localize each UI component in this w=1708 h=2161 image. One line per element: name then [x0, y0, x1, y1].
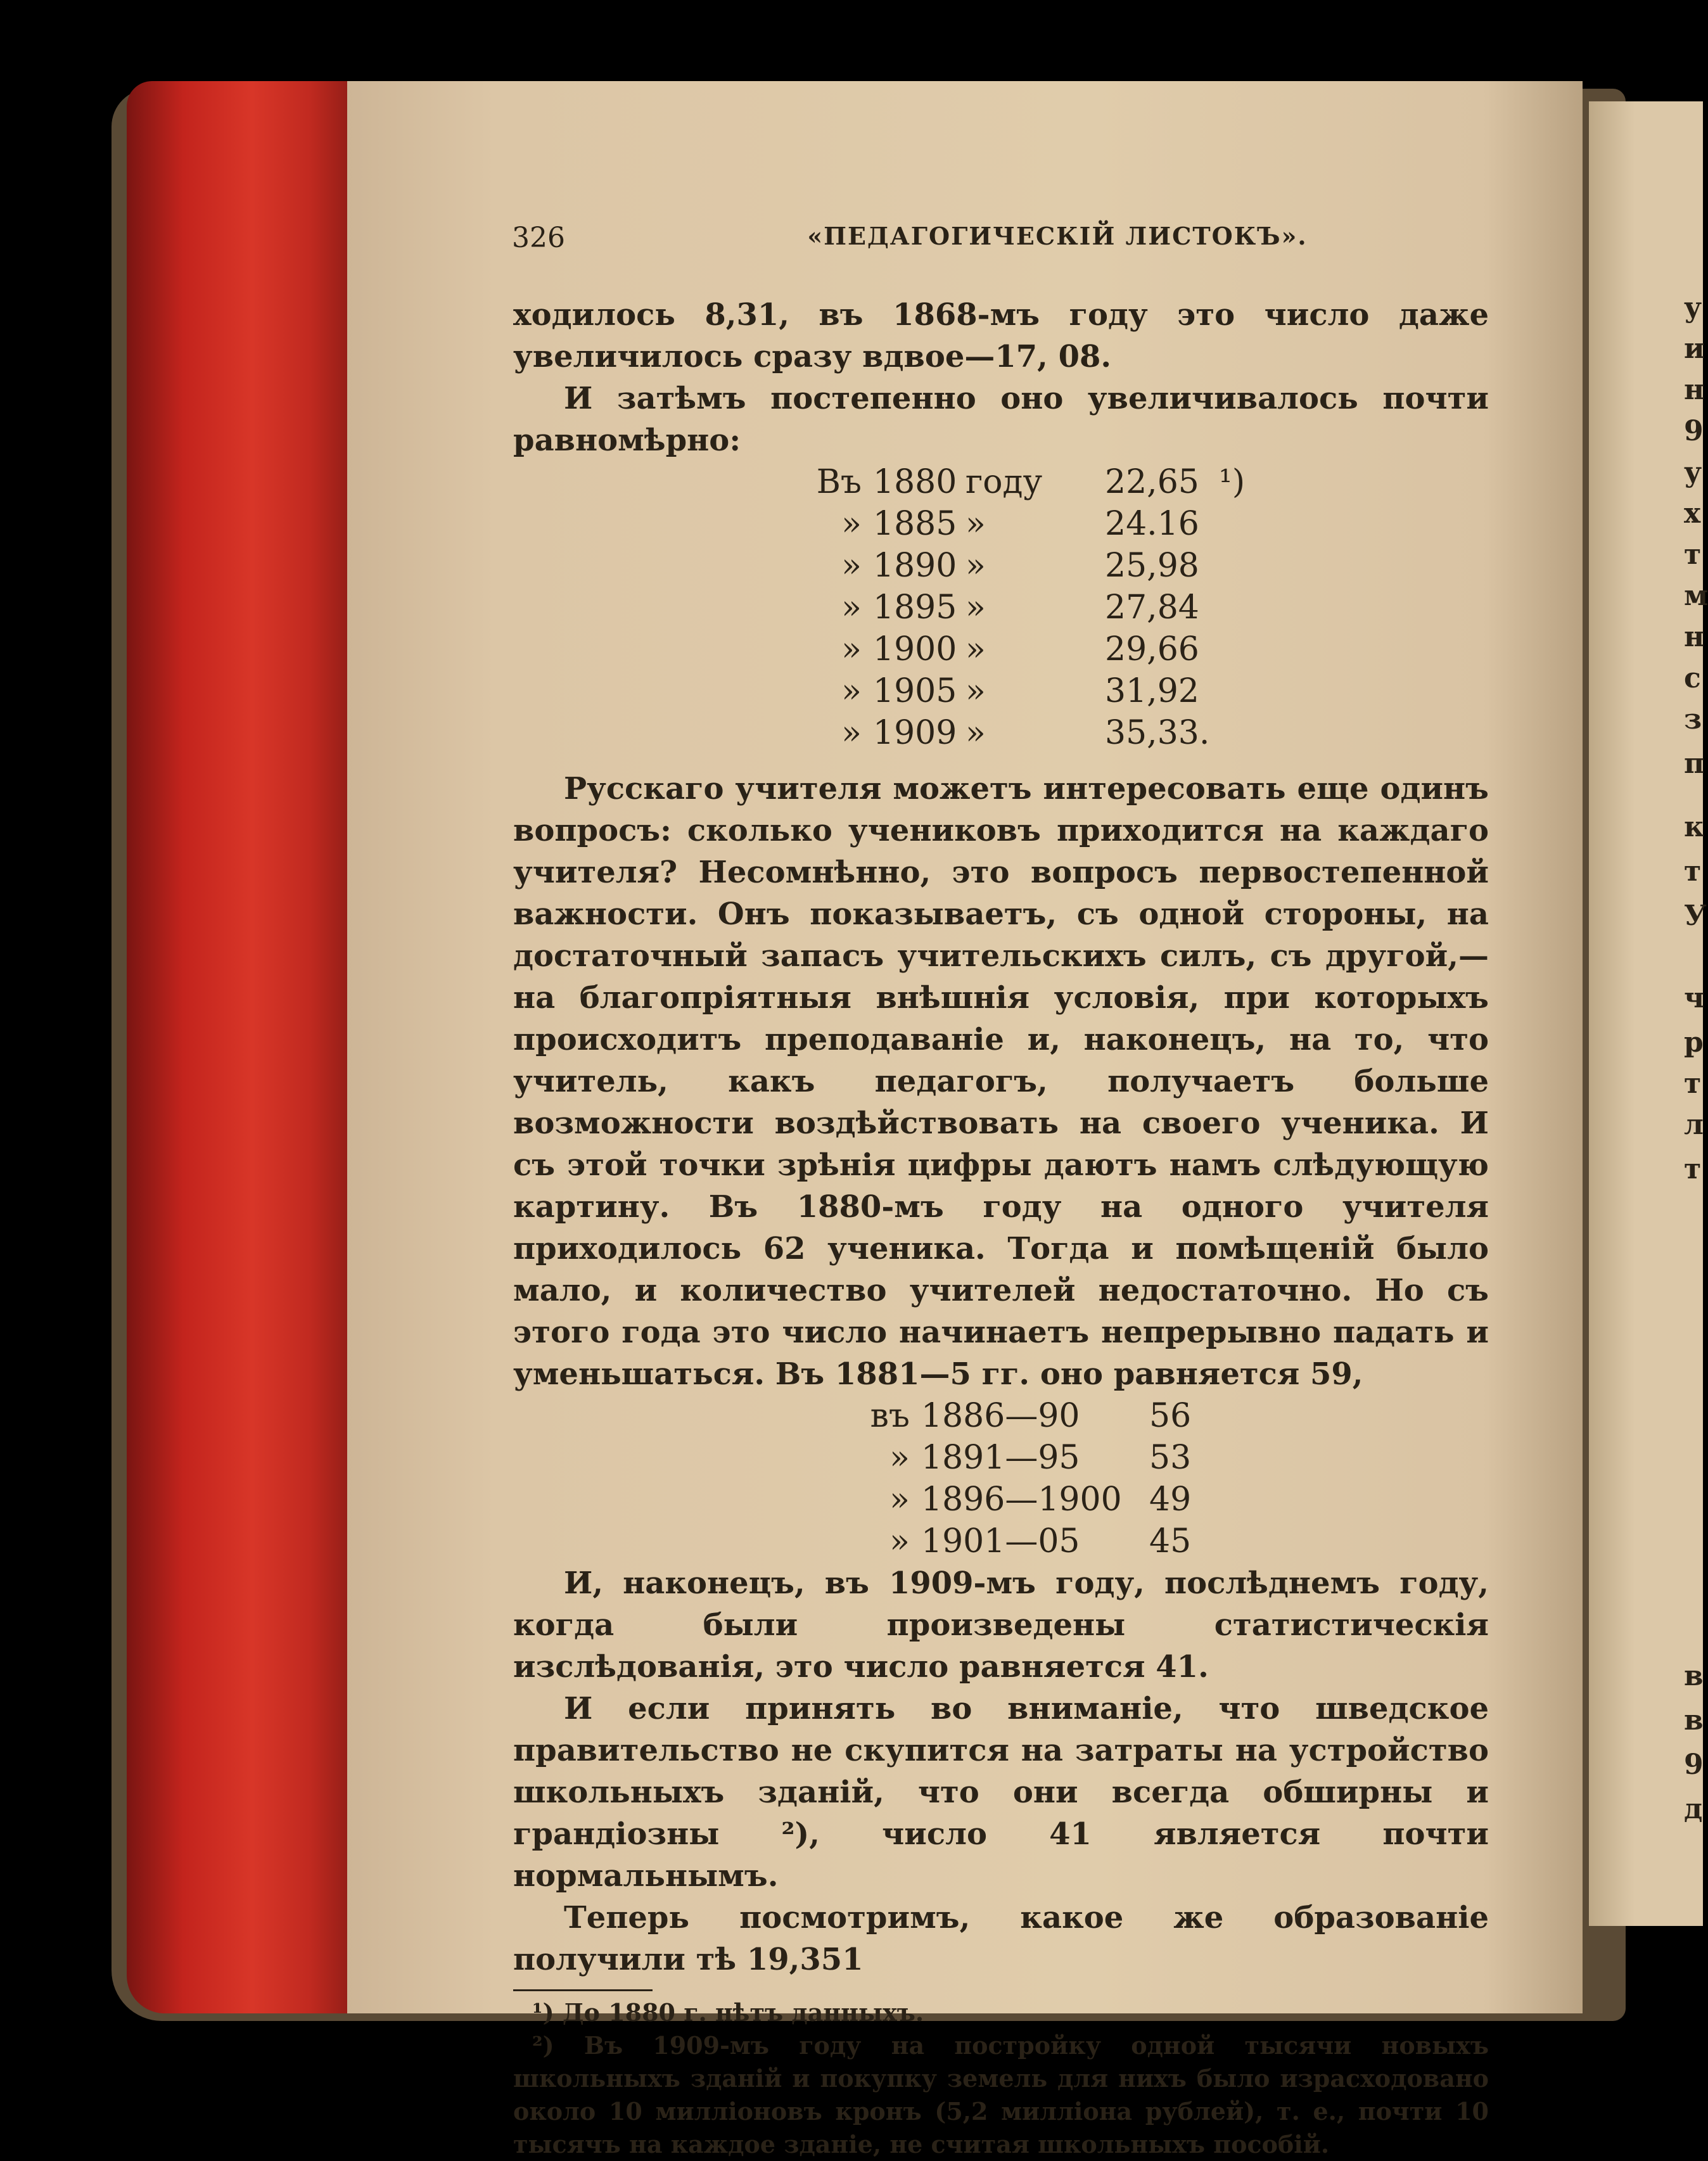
- table-cell-unit: »: [966, 505, 986, 543]
- table-cell-prefix: »: [889, 1439, 910, 1477]
- next-page-letter: т: [1684, 1068, 1702, 1100]
- table-cell-period: 1901—05: [921, 1522, 1080, 1560]
- table-cell-year: 1909: [873, 714, 957, 752]
- table-row: [805, 712, 1245, 754]
- table-cell-note: [1219, 712, 1245, 754]
- table-cell-value: 22,65: [1105, 463, 1199, 501]
- table-row: [805, 628, 1245, 670]
- next-page-letter: к: [1684, 811, 1704, 843]
- next-page-letter: з: [1684, 703, 1702, 736]
- next-page-letter: и: [1684, 333, 1705, 365]
- table-cell-unit: »: [966, 630, 986, 668]
- table-cell-note: ¹): [1219, 463, 1246, 501]
- table-cell-prefix: »: [889, 1481, 910, 1519]
- next-page-letter: т: [1684, 1153, 1702, 1185]
- table-row: [859, 1479, 1191, 1520]
- table-cell-unit: »: [966, 547, 986, 585]
- ratio-table-years: [805, 461, 1245, 754]
- page-edges: [127, 81, 355, 2013]
- next-page-letter: н: [1684, 374, 1705, 406]
- table-cell-year: 1890: [873, 547, 957, 585]
- table-row: [859, 1437, 1191, 1479]
- table-cell-unit: »: [966, 672, 986, 710]
- paragraph: Теперь посмотримъ, какое же образованіе получили тѣ 19,351: [513, 1900, 1489, 1977]
- footnotes: [513, 1996, 1489, 2161]
- table-cell-note: [1219, 503, 1245, 545]
- page-header: [512, 222, 1527, 260]
- next-page-letter: н: [1684, 621, 1705, 653]
- next-page-letter: ч: [1684, 982, 1705, 1014]
- paragraph: И если принять во вниманіе, что шведское правительство не скупится на затраты на устройство школьныхъ зданій, что они всегда обширны и грандіозны ²), число 41 является почти нормальнымъ.: [513, 1691, 1489, 1894]
- next-page-letter: р: [1684, 1026, 1704, 1059]
- next-page-letter: с: [1684, 662, 1701, 694]
- table-cell-prefix: »: [841, 589, 862, 627]
- next-page-letter: у: [1684, 291, 1702, 324]
- table-cell-value: 31,92: [1105, 672, 1199, 710]
- table-row: [859, 1395, 1191, 1437]
- footnote-2: ²) Въ 1909-мъ году на постройку одной тысячи новыхъ школьныхъ зданій и покупку земель для нихъ было израсходовано около 10 милліоновъ кронъ (5,2 милліона рублей), т. е., почти 10 тысячъ на каждое зданіе, не считая школьныхъ пособій.: [513, 2031, 1489, 2158]
- next-page-letter: У: [1684, 900, 1707, 932]
- table-cell-value: 56: [1149, 1397, 1192, 1435]
- table-cell-value: 45: [1149, 1522, 1192, 1560]
- paragraph: ходилось 8,31, въ 1868-мъ году это число даже увеличилось сразу вдвое—17, 08.: [513, 297, 1489, 374]
- footnote-separator: [513, 1989, 653, 1991]
- table-row: [805, 461, 1245, 503]
- table-row: [805, 545, 1245, 587]
- students-per-teacher-table: [859, 1395, 1191, 1562]
- page-number: 326: [512, 222, 565, 254]
- next-page-letter: т: [1684, 855, 1702, 888]
- table-cell-prefix: »: [841, 505, 862, 543]
- table-cell-prefix: »: [889, 1522, 910, 1560]
- paragraph: И затѣмъ постепенно оно увеличивалось почти равномѣрно:: [513, 381, 1489, 458]
- table-cell-period: 1891—95: [921, 1439, 1080, 1477]
- table-cell-period: 1886—90: [921, 1397, 1080, 1435]
- table-cell-year: 1900: [873, 630, 957, 668]
- table-cell-year: 1905: [873, 672, 957, 710]
- table-cell-note: [1219, 587, 1245, 628]
- paragraph: И, наконецъ, въ 1909-мъ году, послѣднемъ году, когда были произведены статистическія изслѣдованія, это число равняется 41.: [513, 1565, 1489, 1685]
- table-cell-unit: »: [966, 714, 986, 752]
- table-cell-value: 25,98: [1105, 547, 1199, 585]
- table-row: [805, 587, 1245, 628]
- table-cell-value: 29,66: [1105, 630, 1199, 668]
- table-cell-note: [1219, 628, 1245, 670]
- next-page-fragment: [1589, 101, 1708, 1926]
- table-cell-prefix: »: [841, 547, 862, 585]
- table-cell-note: [1219, 545, 1245, 587]
- table-cell-period: 1896—1900: [921, 1481, 1122, 1519]
- table-cell-prefix: »: [841, 672, 862, 710]
- table-cell-year: 1895: [873, 589, 957, 627]
- table-cell-value: 24.16: [1105, 505, 1199, 543]
- next-page-letter: 9: [1684, 415, 1704, 447]
- table-cell-unit: »: [966, 589, 986, 627]
- table-row: [805, 503, 1245, 545]
- table-row: [805, 670, 1245, 712]
- next-page-letter: 9: [1684, 1749, 1704, 1781]
- running-title: «ПЕДАГОГИЧЕСКІЙ ЛИСТОКЪ».: [807, 222, 1308, 250]
- table-cell-year: 1885: [873, 505, 957, 543]
- table-cell-year: 1880: [873, 463, 957, 501]
- table-cell-value: 49: [1149, 1481, 1192, 1519]
- table-row: [859, 1520, 1191, 1562]
- next-page-letter: в: [1684, 1704, 1704, 1737]
- table-cell-prefix: Въ: [816, 463, 862, 501]
- next-page-letter: у: [1684, 456, 1702, 488]
- table-cell-prefix: »: [841, 630, 862, 668]
- paragraph: Русскаго учителя можетъ интересовать еще одинъ вопросъ: сколько учениковъ приходится на каждаго учителя? Несомнѣнно, это вопросъ первостепенной важности. Онъ показываетъ, съ одной стороны, на достаточный запасъ учительскихъ силъ, съ другой,—на благопріятныя внѣшнія условія, при которыхъ происходитъ преподаваніе и, наконецъ, на то, что учитель, какъ педагогъ, получаетъ больше возможности воздѣйствовать на своего ученика. И съ этой точки зрѣнія цифры даютъ намъ слѣдующую картину. Въ 1880-мъ году на одного учителя приходилось 62 ученика. Тогда и помѣщеній было мало, и количество учителей недостаточно. Но съ этого года это число начинаетъ непрерывно падать и уменьшаться. Въ 1881—5 гг. оно равняется 59,: [513, 771, 1489, 1392]
- table-cell-value: 53: [1149, 1439, 1192, 1477]
- table-cell-note: [1219, 670, 1245, 712]
- next-page-letter: д: [1684, 1793, 1703, 1825]
- next-page-letter: х: [1684, 497, 1701, 530]
- next-page-letter: т: [1684, 539, 1702, 571]
- next-page-letter: л: [1684, 1109, 1704, 1141]
- table-cell-prefix: »: [841, 714, 862, 752]
- next-page-letter: м: [1684, 580, 1708, 612]
- table-cell-value: 35,33.: [1105, 714, 1210, 752]
- footnote-1: ¹) До 1880 г. нѣтъ данныхъ.: [532, 1998, 924, 2027]
- table-cell-prefix: въ: [870, 1397, 910, 1435]
- next-page-letter: п: [1684, 748, 1705, 780]
- body-text: [513, 294, 1489, 2161]
- book-page: [347, 81, 1583, 2158]
- next-page-letter: в: [1684, 1660, 1704, 1692]
- table-cell-unit: году: [966, 463, 1043, 501]
- table-cell-value: 27,84: [1105, 589, 1199, 627]
